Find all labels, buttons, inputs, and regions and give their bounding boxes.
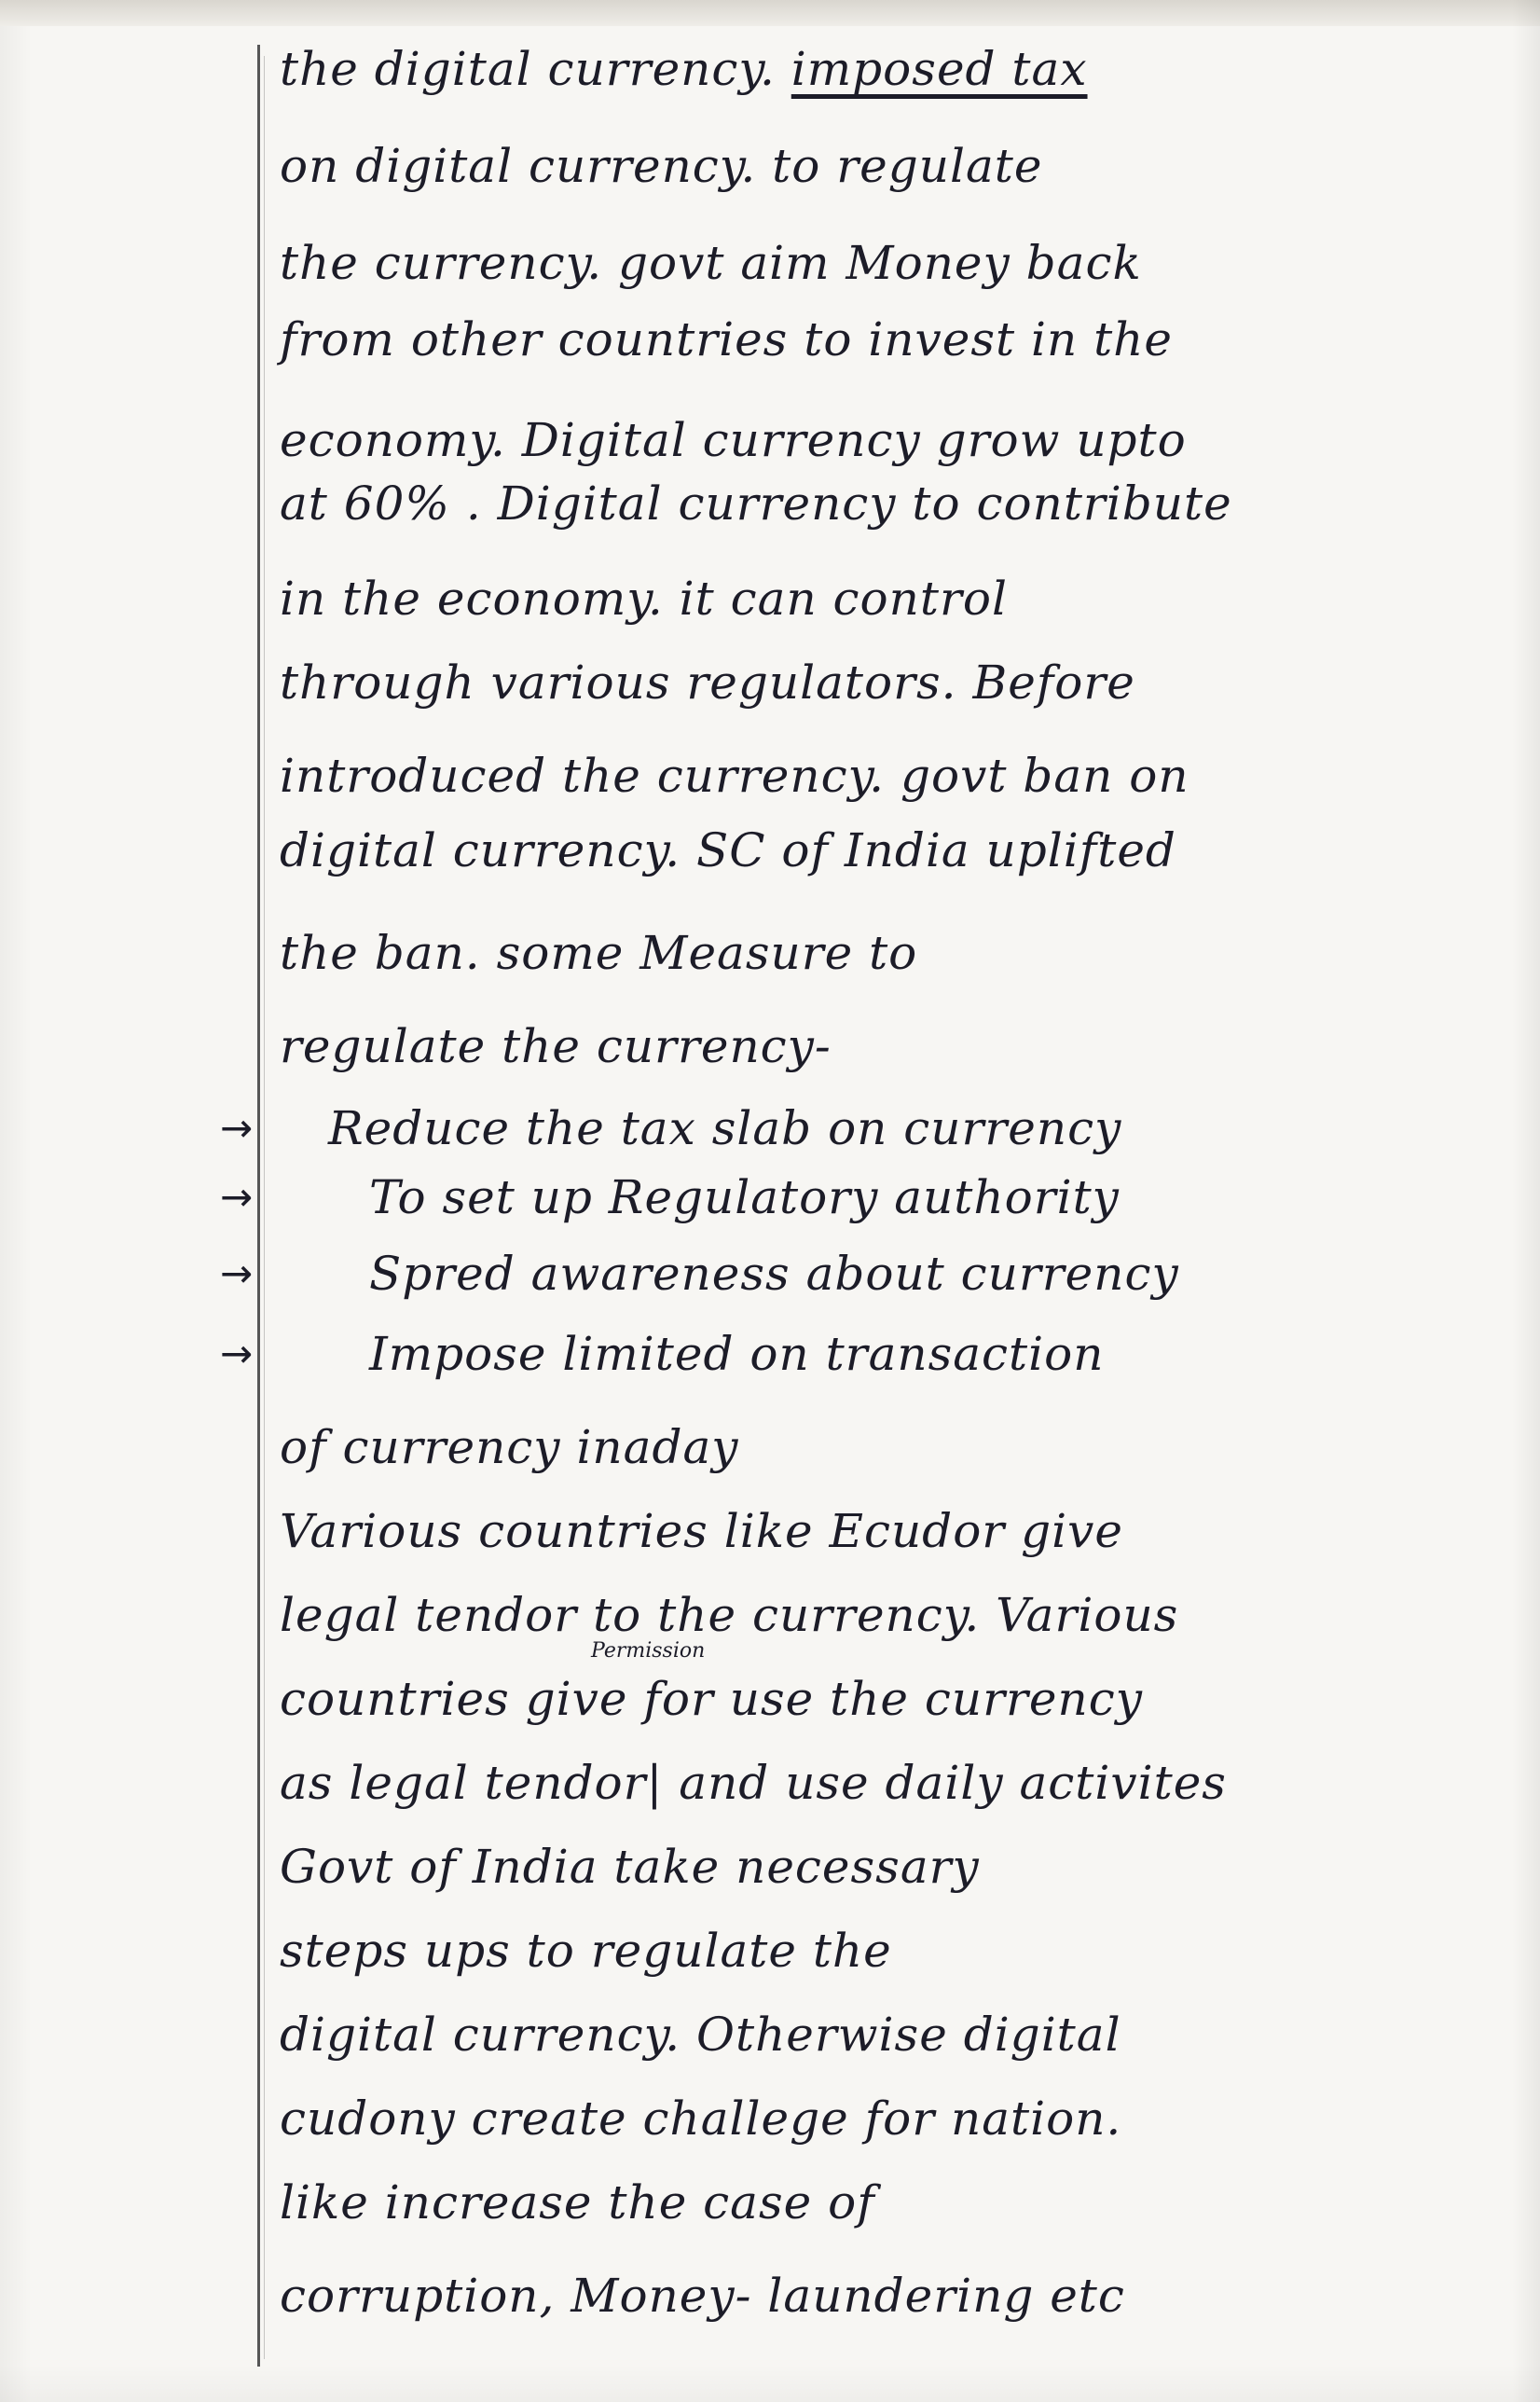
bullet-arrow-2: → [220, 1174, 254, 1220]
page-right-edge [1512, 0, 1540, 2402]
page-top-edge [0, 0, 1540, 26]
text-line-17: as legal tendor| and use daily activites [280, 1756, 1227, 1810]
text-line-19: steps ups to regulate the [280, 1924, 892, 1978]
text-line-14: Various countries like Ecudor give [280, 1504, 1123, 1558]
underlined-phrase: imposed tax [791, 42, 1088, 96]
text-line-3: the currency. govt aim Money back [280, 236, 1142, 290]
text-line-9: introduced the currency. govt ban on [280, 749, 1189, 803]
text-line-23: corruption, Money- laundering etc [280, 2269, 1125, 2323]
margin-line [257, 45, 260, 2367]
text-line-13: of currency inaday [280, 1420, 739, 1474]
text-line-22: like increase the case of [280, 2175, 875, 2229]
text-line-1 [280, 39, 1361, 99]
bullet-arrow-4: → [220, 1331, 254, 1376]
text-line-20: digital currency. Otherwise digital [280, 2008, 1121, 2062]
text-line-16: countries give for use the currency [280, 1672, 1143, 1726]
bullet-item-4: Impose limited on transaction [369, 1327, 1105, 1381]
bullet-item-3: Spred awareness about currency [369, 1247, 1179, 1301]
bullet-arrow-3: → [220, 1250, 254, 1296]
text-line-1-text: the digital currency. imposed tax [280, 42, 1088, 96]
text-line-5: economy. Digital currency grow upto [280, 413, 1187, 467]
bullet-item-1: Reduce the tax slab on currency [328, 1101, 1122, 1155]
text-line-12: regulate the currency- [280, 1019, 832, 1073]
text-line-4: from other countries to invest in the [280, 312, 1173, 366]
bullet-item-2: To set up Regulatory authority [369, 1170, 1120, 1224]
text-line-7: in the economy. it can control [280, 572, 1008, 626]
text-line-11: the ban. some Measure to [280, 926, 918, 980]
text-line-18: Govt of India take necessary [280, 1840, 980, 1894]
insertion-note: Permission [591, 1639, 706, 1663]
text-line-6: at 60% . Digital currency to contribute [280, 476, 1232, 531]
text-line-10: digital currency. SC of India uplifted [280, 823, 1176, 877]
text-line-8: through various regulators. Before [280, 656, 1135, 710]
bullet-arrow-1: → [220, 1105, 254, 1151]
margin-line-shadow [264, 56, 265, 2359]
text-line-21: cudony create challege for nation. [280, 2091, 1122, 2146]
text-line-2: on digital currency. to regulate [280, 139, 1043, 193]
text-line-15: legal tendor to the currency. Various [280, 1588, 1179, 1642]
